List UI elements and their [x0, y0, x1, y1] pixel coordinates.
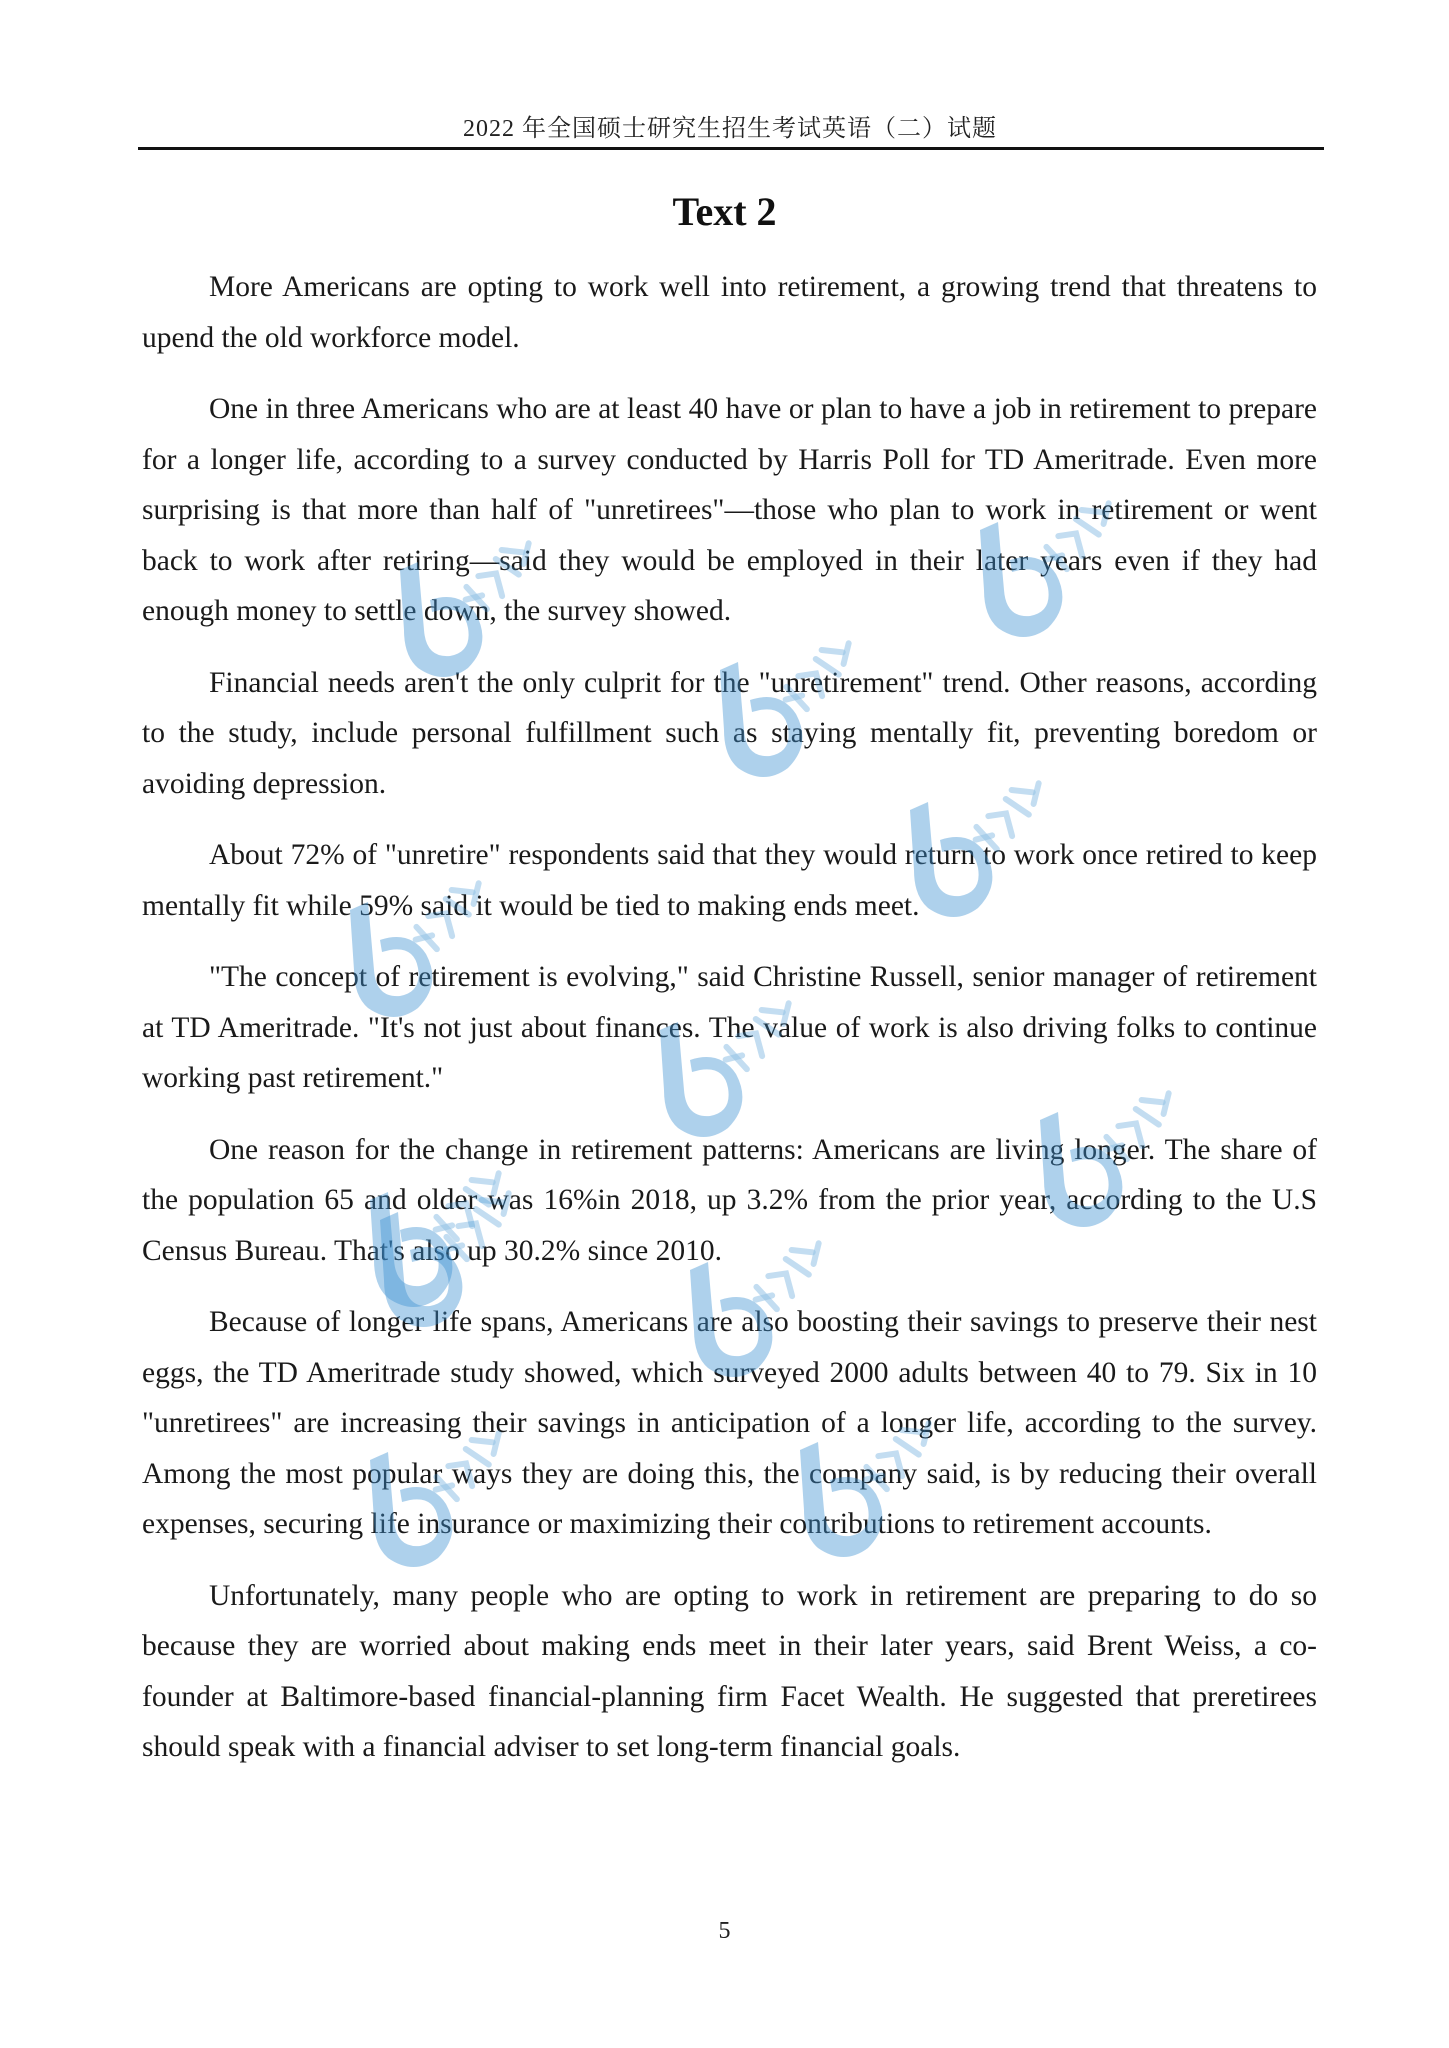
paragraph-4: About 72% of "unretire" respondents said that they would return to work once retired to keep mentally fit while 59% said it would be tied to making ends meet. — [142, 839, 1317, 922]
running-header: 2022 年全国硕士研究生招生考试英语（二）试题 — [463, 116, 997, 142]
header-rule — [138, 147, 1324, 150]
paragraph-3: Financial needs aren't the only culprit for the "unretirement" trend. Other reasons, according to the study, include personal fulfillment such as staying mentally fit, preventing boredom or avoiding depression. — [142, 666, 1317, 800]
paragraph-1: More Americans are opting to work well into retirement, a growing trend that threatens to upend the old workforce model. — [142, 271, 1317, 354]
page-number: 5 — [718, 1918, 731, 1944]
paragraph-7: Because of longer life spans, Americans are also boosting their savings to preserve their nest eggs, the TD Ameritrade study showed, which surveyed 2000 adults between 40 to 79. Six in 10 "unretirees" are increasing their savings in anticipation of a longer life, according to the survey. Among the most popular ways they are doing this, the company said, is by reducing their overall expenses, securing life insurance or maximizing their contributions to retirement accounts. — [142, 1306, 1317, 1540]
article-body — [142, 262, 1317, 1794]
paragraph-6: One reason for the change in retirement patterns: Americans are living longer. The share of the population 65 and older was 16%in 2018, up 3.2% from the prior year, according to the U.S Census Bureau. That's also up 30.2% since 2010. — [142, 1133, 1317, 1267]
paragraph-2: One in three Americans who are at least 40 have or plan to have a job in retirement to prepare for a longer life, according to a survey conducted by Harris Poll for TD Ameritrade. Even more surprising is that more than half of "unretirees"—those who plan to work in retirement or went back to work after retiring—said they would be employed in their later years even if they had enough money to settle down, the survey showed. — [142, 393, 1317, 627]
paragraph-8: Unfortunately, many people who are opting to work in retirement are preparing to do so because they are worried about making ends meet in their later years, said Brent Weiss, a co-founder at Baltimore-based financial-planning firm Facet Wealth. He suggested that preretirees should speak with a financial adviser to set long-term financial goals. — [142, 1579, 1317, 1763]
paragraph-5: "The concept of retirement is evolving," said Christine Russell, senior manager of retirement at TD Ameritrade. "It's not just about finances. The value of work is also driving folks to continue working past retirement." — [142, 961, 1317, 1094]
article-title: Text 2 — [672, 189, 777, 234]
